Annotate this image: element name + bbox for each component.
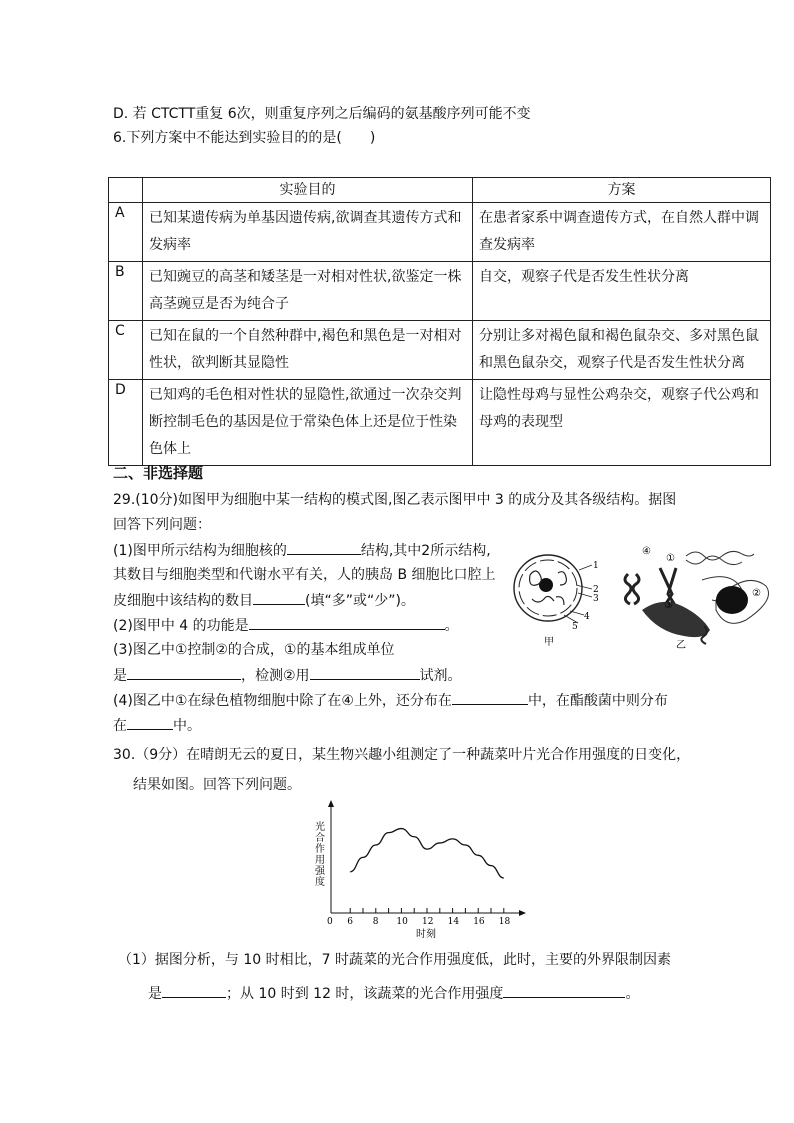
answer-blank[interactable] [127, 715, 173, 730]
q6-table [108, 177, 771, 466]
q29-p1-text-b: 结构,其中2所示结构, [360, 543, 491, 559]
q30-p1-text-d: 。 [625, 986, 640, 1002]
y-axis-label-char: 光 [315, 822, 325, 833]
answer-blank[interactable] [249, 615, 445, 630]
row-purpose: 已知在鼠的一个自然种群中,褐色和黑色是一对相对性状，欲判断其显隐性 [143, 321, 473, 380]
q30-part1-line1: （1）据图分析，与 10 时相比，7 时蔬菜的光合作用强度低，此时，主要的外界限制因素 [118, 952, 671, 968]
q29-part3-line2 [113, 665, 462, 686]
jia-label-4: 4 [584, 612, 590, 622]
row-plan: 分别让多对褐色鼠和褐色鼠杂交、多对黑色鼠和黑色鼠杂交，观察子代是否发生性状分离 [473, 321, 771, 380]
x-tick-label: 6 [347, 917, 353, 927]
row-key: B [109, 262, 143, 321]
answer-blank[interactable] [162, 983, 226, 998]
x-tick-label: 10 [396, 917, 408, 927]
row-plan: 在患者家系中调查遗传方式，在自然人群中调查发病率 [473, 203, 771, 262]
row-key: D [109, 380, 143, 466]
q5-option-d: D. 若 CTCTT重复 6次，则重复序列之后编码的氨基酸序列可能不变 [113, 106, 531, 122]
y-axis-label-char: 强 [315, 866, 325, 877]
q29-part4-line2 [113, 715, 201, 736]
q29-p1-text-e: (填“多”或“少”)。 [305, 593, 415, 609]
table-header-plan: 方案 [473, 178, 771, 203]
answer-blank[interactable] [503, 983, 625, 998]
q30-part1-line2 [148, 983, 639, 1004]
jia-label-5: 5 [572, 622, 578, 632]
yi-label-1: ① [666, 553, 675, 564]
q29-part1-line2: 其数目与细胞类型和代谢水平有关，人的胰岛 B 细胞比口腔上 [113, 567, 496, 583]
q29-p1-text-a: (1)图甲所示结构为细胞核的 [113, 543, 287, 559]
figure-jia-nucleus [508, 545, 604, 655]
table-row [109, 321, 771, 380]
figure-yi-label: 乙 [676, 640, 686, 651]
row-key: C [109, 321, 143, 380]
row-purpose: 已知鸡的毛色相对性状的显隐性,欲通过一次杂交判断控制毛色的基因是位于常染色体上还是位于性染色体上 [143, 380, 473, 466]
q29-p4-text-b: 中，在酯酸菌中则分布 [527, 693, 668, 709]
row-plan: 让隐性母鸡与显性公鸡杂交，观察子代公鸡和母鸡的表现型 [473, 380, 771, 466]
x-tick-label: 14 [447, 917, 460, 927]
y-axis-label-char: 用 [315, 855, 325, 866]
section-title: 二、非选择题 [113, 464, 204, 482]
q29-part2 [113, 615, 459, 636]
answer-blank[interactable] [452, 690, 528, 705]
q30-intro-line1: 30.（9分）在晴朗无云的夏日，某生物兴趣小组测定了一种蔬菜叶片光合作用强度的日变化， [113, 747, 691, 763]
table-row [109, 380, 771, 466]
row-plan: 自交，观察子代是否发生性状分离 [473, 262, 771, 321]
q29-p3-text-c: ，检测②用 [241, 668, 310, 684]
nucleosome-cluster [642, 602, 710, 637]
q29-part1-line3 [113, 590, 415, 611]
jia-label-2: 2 [593, 585, 599, 595]
table-header-key [109, 178, 143, 203]
q29-part4-line1 [113, 690, 668, 711]
figure-jia-label: 甲 [544, 637, 554, 648]
row-purpose: 已知某遗传病为单基因遗传病,欲调查其遗传方式和发病率 [143, 203, 473, 262]
yi-label-4: ④ [642, 546, 651, 557]
x-tick-label: 12 [422, 917, 434, 927]
series-line [350, 829, 504, 878]
q29-intro-line2: 回答下列问题： [113, 517, 211, 533]
table-row [109, 203, 771, 262]
answer-blank[interactable] [287, 540, 361, 555]
x-ticks [347, 908, 510, 927]
y-axis-label-char: 度 [315, 877, 325, 888]
q30-intro-line2: 结果如图。回答下列问题。 [133, 777, 301, 793]
q29-p2-text-a: (2)图甲中 4 的功能是 [113, 618, 249, 634]
q29-p4-text-c: 在 [113, 718, 127, 734]
q29-p3-text-b: 是 [113, 668, 127, 684]
y-axis-label-char: 合 [315, 833, 325, 844]
q29-p3-text-d: 试剂。 [419, 668, 462, 684]
q29-part1-line1 [113, 540, 491, 561]
q29-p2-text-b: 。 [444, 618, 459, 634]
answer-blank[interactable] [253, 590, 305, 605]
photosynthesis-chart [305, 800, 535, 945]
q29-intro-line1: 29.(10分)如图甲为细胞中某一结构的模式图,图乙表示图甲中 3 的成分及其各级结构。据图 [113, 492, 677, 508]
row-key: A [109, 203, 143, 262]
table-header-purpose: 实验目的 [143, 178, 473, 203]
jia-label-3: 3 [593, 594, 599, 604]
x-axis-arrow [519, 910, 526, 916]
q6-stem: 6.下列方案中不能达到实验目的的是( ) [113, 130, 376, 146]
table-header-row [109, 178, 771, 203]
protein-blob [716, 586, 748, 614]
figure-yi-structures [606, 540, 776, 655]
q29-p4-text-d: 中。 [173, 718, 201, 734]
q29-part3-line1: (3)图乙中①控制②的合成，①的基本组成单位 [113, 642, 395, 658]
y-axis-arrow [328, 800, 334, 807]
y-axis-label-char: 作 [315, 844, 325, 855]
x-tick-label: 18 [498, 917, 511, 927]
answer-blank[interactable] [310, 665, 420, 680]
q29-p1-text-d: 皮细胞中该结构的数目 [113, 593, 253, 609]
x-tick-label: 16 [473, 917, 485, 927]
yi-label-3: ③ [664, 600, 673, 611]
q30-p1-text-b: 是 [148, 986, 162, 1002]
yi-label-2: ② [752, 588, 761, 599]
row-purpose: 已知豌豆的高茎和矮茎是一对相对性状,欲鉴定一株高茎豌豆是否为纯合子 [143, 262, 473, 321]
x-axis-label: 时刻 [416, 929, 436, 940]
answer-blank[interactable] [127, 665, 241, 680]
chromatin-coil [625, 574, 639, 604]
jia-label-1: 1 [593, 561, 599, 571]
table-row [109, 262, 771, 321]
q29-p4-text-a: (4)图乙中①在绿色植物细胞中除了在④上外，还分布在 [113, 693, 452, 709]
origin-label: 0 [327, 917, 333, 927]
q30-p1-text-c: ；从 10 时到 12 时，该蔬菜的光合作用强度 [226, 986, 504, 1002]
x-tick-label: 8 [372, 917, 379, 927]
